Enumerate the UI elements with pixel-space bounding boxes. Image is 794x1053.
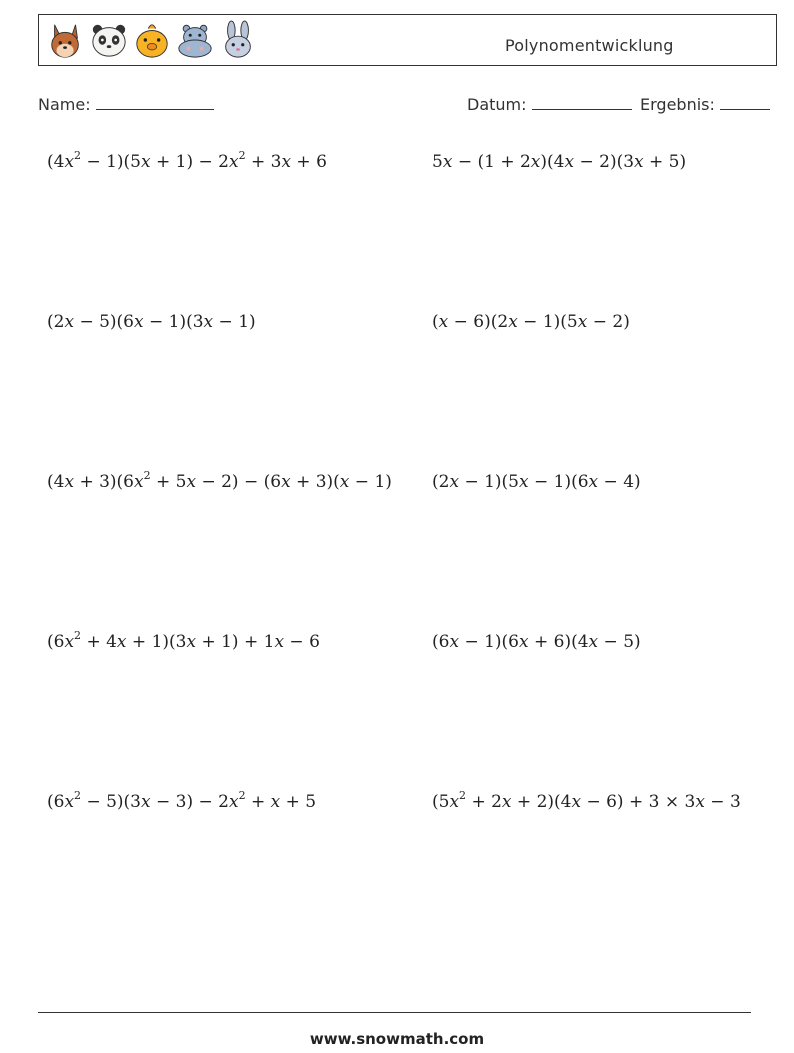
- hippo-icon: [176, 20, 214, 60]
- footer-url[interactable]: www.snowmath.com: [309, 1030, 485, 1048]
- rabbit-icon: [219, 20, 257, 60]
- result-label: Ergebnis:: [640, 95, 715, 114]
- name-label: Name:: [38, 95, 91, 114]
- problem-9: $(6x^2 - 5)(3x - 3) - 2x^2 + x + 5$: [47, 789, 317, 812]
- problem-6: (2x − 1)(5x − 1)(6x − 4): [432, 472, 641, 492]
- result-line[interactable]: [720, 95, 770, 110]
- problem-7: $(6x^2 + 4x + 1)(3x + 1) + 1x - 6$: [47, 629, 320, 652]
- worksheet-header: [38, 14, 777, 66]
- date-label: Datum:: [467, 95, 527, 114]
- chick-icon: [133, 20, 171, 60]
- problem-3: (2x − 5)(6x − 1)(3x − 1): [47, 312, 256, 332]
- date-line[interactable]: [532, 95, 632, 110]
- problem-10: $(5x^2 + 2x + 2)(4x - 6) + 3 \times 3x - 3$: [432, 789, 741, 812]
- date-field[interactable]: [467, 95, 632, 114]
- problem-8: (6x − 1)(6x + 6)(4x − 5): [432, 632, 641, 652]
- worksheet-title: Polynomentwicklung: [505, 36, 674, 55]
- animal-icons-row: [47, 20, 257, 60]
- problem-4: (x − 6)(2x − 1)(5x − 2): [432, 312, 630, 332]
- problem-2: 5x − (1 + 2x)(4x − 2)(3x + 5): [432, 152, 687, 172]
- footer-divider: [38, 1012, 751, 1013]
- problem-5: $(4x + 3)(6x^2 + 5x - 2) - (6x + 3)(x - 1)$: [47, 469, 392, 492]
- result-field[interactable]: [640, 95, 770, 114]
- squirrel-icon: [47, 20, 85, 60]
- panda-icon: [90, 20, 128, 60]
- name-line[interactable]: [96, 95, 214, 110]
- name-field[interactable]: [38, 95, 214, 114]
- problem-1: $(4x^2 - 1)(5x + 1) - 2x^2 + 3x + 6$: [47, 149, 327, 172]
